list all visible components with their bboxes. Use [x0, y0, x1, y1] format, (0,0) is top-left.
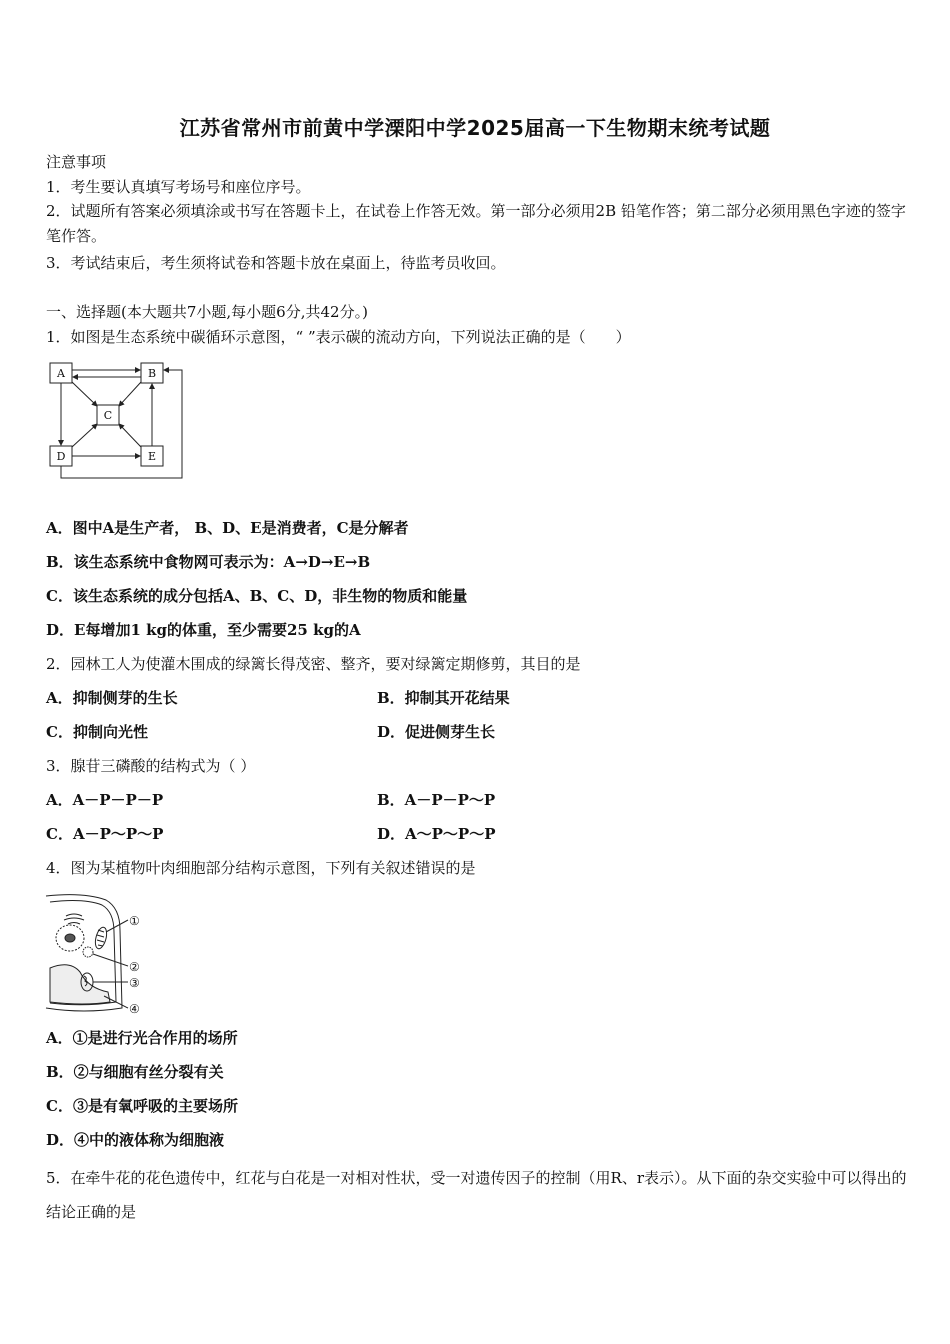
arrow-e-to-c [119, 424, 141, 447]
label-2: ② [129, 960, 140, 974]
question-3-stem: 3．腺苷三磷酸的结构式为（ ） [46, 757, 256, 775]
question-2-stem: 2．园林工人为使灌木围成的绿篱长得茂密、整齐，要对绿篱定期修剪，其目的是 [46, 655, 581, 673]
label-3: ③ [129, 976, 140, 990]
node-d-label: D [56, 450, 66, 463]
arrow-d-to-c [72, 424, 97, 447]
question-1-option-b: B．该生态系统中食物网可表示为：A→D→E→B [46, 553, 371, 571]
leaf-cell-diagram [44, 890, 149, 1018]
page-title: 江苏省常州市前黄中学溧阳中学2025届高一下生物期末统考试题 [179, 116, 771, 140]
label-1: ① [129, 914, 140, 928]
question-4-option-c: C．③是有氧呼吸的主要场所 [46, 1097, 238, 1115]
question-2-option-c: C．抑制向光性 [46, 723, 148, 741]
section-heading: 一、选择题(本大题共7小题,每小题6分,共42分。) [46, 303, 368, 321]
vacuole [50, 965, 110, 1004]
notice-item-2: 2．试题所有答案必须填涂或书写在答题卡上，在试卷上作答无效。第一部分必须用2B 铅笔作答；第二部分必须用黑色字迹的签字笔作答。 [46, 202, 906, 245]
notice-item-3: 3．考试结束后，考生须将试卷和答题卡放在桌面上，待监考员收回。 [46, 254, 506, 272]
question-2-option-d: D．促进侧芽生长 [377, 723, 496, 741]
question-3-option-c: C．A－P～P～P [46, 825, 164, 843]
question-2-option-a: A．抑制侧芽的生长 [46, 689, 178, 707]
question-1-option-a: A．图中A是生产者， B、D、E是消费者，C是分解者 [46, 519, 409, 537]
centrosome [83, 947, 93, 957]
label-4: ④ [129, 1002, 140, 1016]
notice-heading: 注意事项 [46, 153, 107, 171]
question-1-option-c: C．该生态系统的成分包括A、B、C、D，非生物的物质和能量 [46, 587, 468, 605]
golgi-body [64, 914, 84, 924]
question-4-option-d: D．④中的液体称为细胞液 [46, 1131, 225, 1149]
arrow-a-to-c [72, 382, 97, 406]
node-a-label: A [57, 367, 65, 380]
question-4-stem: 4．图为某植物叶肉细胞部分结构示意图，下列有关叙述错误的是 [46, 859, 476, 877]
arrow-b-to-c [119, 382, 141, 406]
question-2-option-b: B．抑制其开花结果 [377, 689, 510, 707]
nucleolus [65, 934, 75, 942]
arrow-d-to-b-loop [61, 370, 182, 478]
question-4-option-b: B．②与细胞有丝分裂有关 [46, 1063, 224, 1081]
notice-item-1: 1．考生要认真填写考场号和座位序号。 [46, 178, 311, 196]
node-b-label: B [147, 367, 157, 380]
question-1-option-d: D．E每增加1 kg的体重，至少需要25 kg的A [46, 621, 361, 639]
question-3-option-b: B．A－P－P～P [377, 791, 496, 809]
question-3-option-a: A．A－P－P－P [46, 791, 164, 809]
question-5-stem: 5．在牵牛花的花色遗传中，红花与白花是一对相对性状，受一对遗传因子的控制（用R、r表示）。从下面的杂交实验中可以得出的结论正确的是 [46, 1169, 907, 1221]
node-c-label: C [103, 409, 113, 422]
question-1-stem: 1．如图是生态系统中碳循环示意图，“ ”表示碳的流动方向，下列说法正确的是（ ） [46, 328, 631, 346]
chloroplast [93, 926, 108, 950]
carbon-cycle-diagram [44, 358, 189, 483]
question-3-option-d: D．A～P～P～P [377, 825, 496, 843]
question-4-option-a: A．①是进行光合作用的场所 [46, 1029, 238, 1047]
node-e-label: E [147, 450, 157, 463]
